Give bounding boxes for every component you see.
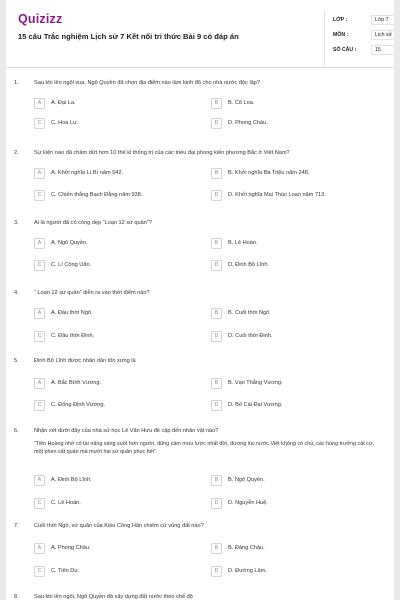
option-text: B. Ngô Quyền. bbox=[228, 476, 265, 483]
option-letter-badge: D bbox=[211, 190, 222, 201]
option-letter-badge: C bbox=[34, 331, 45, 342]
meta-value: Lớp 7 bbox=[371, 15, 394, 25]
option-text: D. Bố Cái Đại Vương. bbox=[228, 401, 283, 408]
option-text: C. Lí Công Uẩn. bbox=[51, 261, 92, 268]
option-text: A. Đại La. bbox=[51, 99, 76, 106]
quizizz-logo: Quizizz bbox=[18, 12, 63, 26]
option-letter-badge: A bbox=[34, 475, 45, 486]
worksheet-page bbox=[6, 0, 394, 600]
option-text: B. Vạn Thắng Vương. bbox=[228, 379, 283, 386]
question-number: 8. bbox=[14, 594, 19, 600]
option-letter-badge: D bbox=[211, 400, 222, 411]
option-letter-badge: A bbox=[34, 98, 45, 109]
option-letter-badge: D bbox=[211, 498, 222, 509]
question-text: Ai là người đã có công dẹp “Loạn 12 sứ quân”? bbox=[34, 220, 152, 226]
option-letter-badge: D bbox=[211, 566, 222, 577]
question-number: 7. bbox=[14, 523, 19, 529]
option-letter-badge: C bbox=[34, 400, 45, 411]
option-text: B. Khởi nghĩa Bà Triệu năm 248. bbox=[228, 169, 310, 176]
option-letter-badge: B bbox=[211, 238, 222, 249]
question-text: Nhận xét dưới đây của nhà sử học Lê Văn Hưu đề cập đến nhân vật nào? bbox=[34, 428, 219, 434]
option-letter-badge: B bbox=[211, 168, 222, 179]
option-text: D. Nguyễn Huệ. bbox=[228, 499, 268, 506]
meta-label: LỚP : bbox=[333, 17, 348, 23]
question-text: Sau khi lên ngôi vua, Ngô Quyền đã chọn địa điểm nào làm kinh đô cho nhà nước độc lập? bbox=[34, 80, 261, 86]
option-text: C. Tiên Du. bbox=[51, 567, 79, 574]
option-letter-badge: C bbox=[34, 118, 45, 129]
question-text: “ Loạn 12 sứ quân” diễn ra vào thời điểm nào? bbox=[34, 290, 150, 296]
option-text: D. Cuối thời Đinh. bbox=[228, 332, 273, 339]
question-number: 2. bbox=[14, 150, 19, 156]
option-text: C. Lê Hoàn. bbox=[51, 499, 81, 506]
option-letter-badge: D bbox=[211, 331, 222, 342]
option-letter-badge: D bbox=[211, 118, 222, 129]
option-text: B. Lê Hoàn. bbox=[228, 239, 258, 246]
option-letter-badge: C bbox=[34, 190, 45, 201]
option-text: C. Đầu thời Đinh. bbox=[51, 332, 95, 339]
question-number: 4. bbox=[14, 290, 19, 296]
option-letter-badge: A bbox=[34, 308, 45, 319]
option-letter-badge: C bbox=[34, 260, 45, 271]
option-letter-badge: A bbox=[34, 378, 45, 389]
worksheet-header bbox=[6, 0, 394, 68]
option-text: D. Đinh Bộ Lĩnh. bbox=[228, 261, 270, 268]
option-text: C. Chiến thắng Bạch Đằng năm 938. bbox=[51, 191, 143, 198]
option-letter-badge: B bbox=[211, 475, 222, 486]
option-text: B. Đăng Châu. bbox=[228, 544, 265, 551]
option-letter-badge: A bbox=[34, 543, 45, 554]
option-text: D. Đường Lâm. bbox=[228, 567, 267, 574]
question-text: Cuối thời Ngô, sứ quân của Kiều Công Hãn chiếm cứ vùng đất nào? bbox=[34, 523, 204, 529]
question-number: 6. bbox=[14, 428, 19, 434]
option-text: D. Phong Châu. bbox=[228, 119, 268, 126]
question-text: Sau khi lên ngôi, Ngô Quyền đã xây dựng đất nước theo chế độ bbox=[34, 594, 193, 600]
option-text: A. Đầu thời Ngô. bbox=[51, 309, 93, 316]
meta-label: MÔN : bbox=[333, 32, 349, 38]
option-letter-badge: C bbox=[34, 566, 45, 577]
option-letter-badge: D bbox=[211, 260, 222, 271]
option-text: A. Ngô Quyền. bbox=[51, 239, 88, 246]
option-text: B. Cổ Loa. bbox=[228, 99, 255, 106]
option-text: A. Đinh Bộ Lĩnh. bbox=[51, 476, 92, 483]
option-letter-badge: A bbox=[34, 238, 45, 249]
option-letter-badge: B bbox=[211, 308, 222, 319]
question-text: Sự kiện nào đã chấm dứt hơn 10 thế kỉ thống trị của các triều đại phong kiến phương Bắc ở Việt Nam? bbox=[34, 150, 290, 156]
question-number: 1. bbox=[14, 80, 19, 86]
question-number: 3. bbox=[14, 220, 19, 226]
option-text: D. Khởi nghĩa Mai Thúc Loan năm 713. bbox=[228, 191, 326, 198]
option-letter-badge: C bbox=[34, 498, 45, 509]
option-text: A. Khởi nghĩa Lí Bí năm 542. bbox=[51, 169, 124, 176]
option-letter-badge: B bbox=[211, 543, 222, 554]
option-text: C. Hoa Lư. bbox=[51, 119, 79, 126]
option-letter-badge: B bbox=[211, 98, 222, 109]
option-text: A. Phong Châu. bbox=[51, 544, 91, 551]
meta-label: SỐ CÂU : bbox=[333, 47, 357, 53]
meta-value: 15 bbox=[371, 45, 394, 55]
option-letter-badge: B bbox=[211, 378, 222, 389]
question-text: Đinh Bộ Lĩnh được nhân dân tôn xưng là bbox=[34, 358, 136, 364]
option-text: A. Bắc Bình Vương. bbox=[51, 379, 102, 386]
worksheet-meta bbox=[324, 10, 393, 66]
option-text: B. Cuối thời Ngô. bbox=[228, 309, 271, 316]
option-text: C. Đông Định Vương. bbox=[51, 401, 106, 408]
question-number: 5. bbox=[14, 358, 19, 364]
meta-value: Lịch sử bbox=[371, 30, 394, 40]
option-letter-badge: A bbox=[34, 168, 45, 179]
worksheet-title: 15 câu Trắc nghiệm Lịch sử 7 Kết nối tri thức Bài 9 có đáp án bbox=[18, 32, 239, 41]
question-quote: “Tiên Hoàng nhờ có tài năng sáng suốt hơn người, dũng cảm mưu lược nhất đời, đương lúc nước Việt không có chủ, các hùng trưởng cát cứ, một phen cất quân mà mười hai sứ quân phục hết”. bbox=[34, 441, 375, 455]
